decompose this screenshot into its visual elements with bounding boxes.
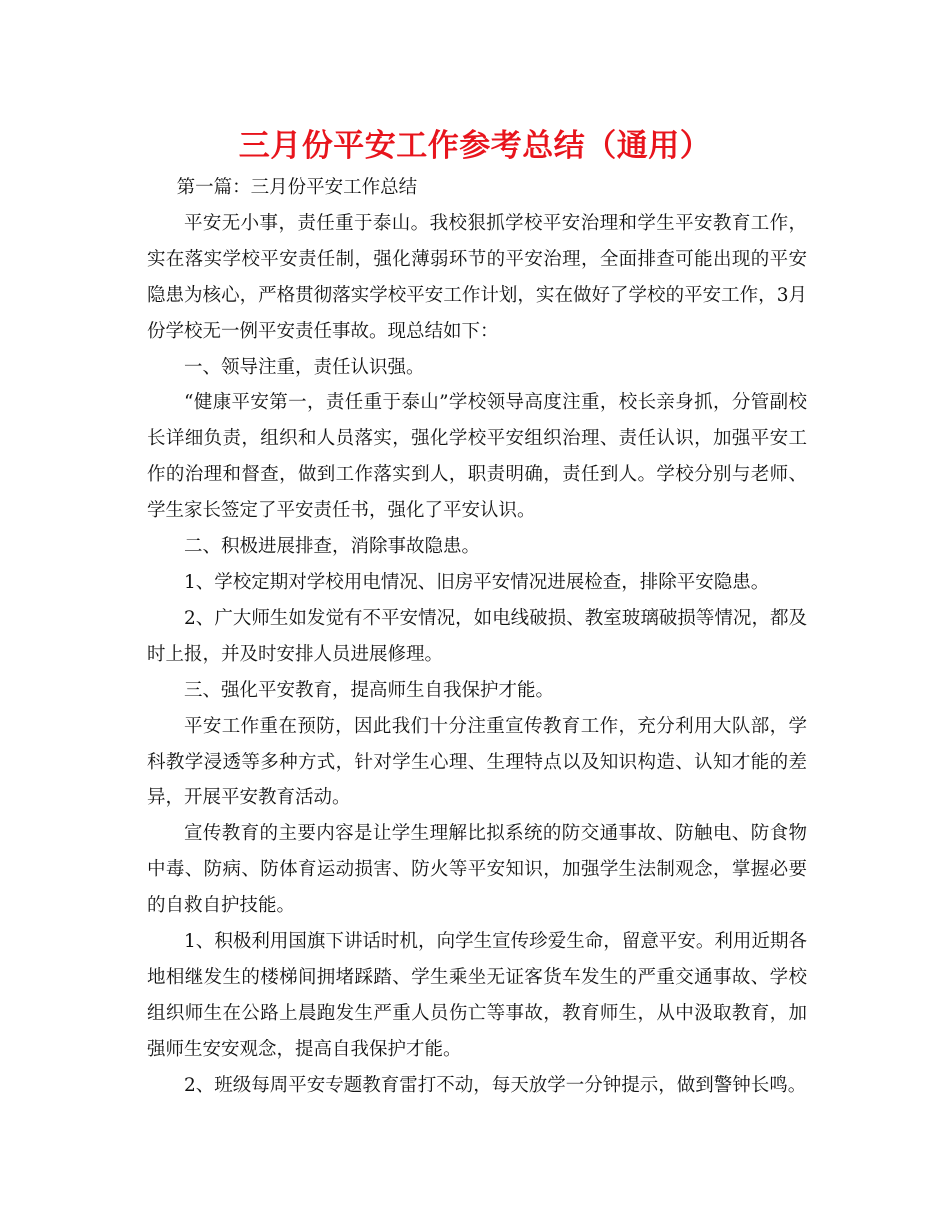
document-title: 三月份平安工作参考总结（通用） [238,128,712,164]
subheading: 三、强化平安教育，提高师生自我保护才能。 [184,679,555,701]
paragraph: 宣传教育的主要内容是让学生理解比拟系统的防交通事故、防触电、防食物中毒、防病、防体育运动损害、防火等平安知识，加强学生法制观念，掌握必要的自救自护技能。 [147,823,807,917]
list-item: 2、班级每周平安专题教育雷打不动，每天放学一分钟提示，做到警钟长鸣。 [184,1074,807,1096]
subheading: 二、积极进展排查，消除事故隐患。 [184,536,481,558]
list-item: 2、广大师生如发觉有不平安情况，如电线破损、教室玻璃破损等情况，都及时上报，并及时安排人员进展修理。 [147,607,807,665]
paragraph: “健康平安第一，责任重于泰山”学校领导高度注重，校长亲身抓，分管副校长详细负责，组织和人员落实，强化学校平安组织治理、责任认识，加强平安工作的治理和督查，做到工作落实到人，职责明确，责任到人。学校分别与老师、学生家长签定了平安责任书，强化了平安认识。 [147,392,807,522]
subheading: 一、领导注重，责任认识强。 [184,356,425,378]
list-item: 1、积极利用国旗下讲话时机，向学生宣传珍爱生命，留意平安。利用近期各地相继发生的楼梯间拥堵踩踏、学生乘坐无证客货车发生的严重交通事故、学校组织师生在公路上晨跑发生严重人员伤亡等事故，教育师生，从中汲取教育，加强师生安安观念，提高自我保护才能。 [147,931,807,1060]
paragraph: 平安无小事，责任重于泰山。我校狠抓学校平安治理和学生平安教育工作，实在落实学校平安责任制，强化薄弱环节的平安治理，全面排查可能出现的平安隐患为核心，严格贯彻落实学校平安工作计划，实在做好了学校的平安工作，3月份学校无一例平安责任事故。现总结如下： [147,212,807,342]
list-item: 1、学校定期对学校用电情况、旧房平安情况进展检查，排除平安隐患。 [184,571,770,593]
section-heading: 第一篇：三月份平安工作总结 [176,177,418,198]
document-body [147,170,807,1104]
paragraph: 平安工作重在预防，因此我们十分注重宣传教育工作，充分利用大队部，学科教学浸透等多种方式，针对学生心理、生理特点以及知识构造、认知才能的差异，开展平安教育活动。 [147,715,807,809]
